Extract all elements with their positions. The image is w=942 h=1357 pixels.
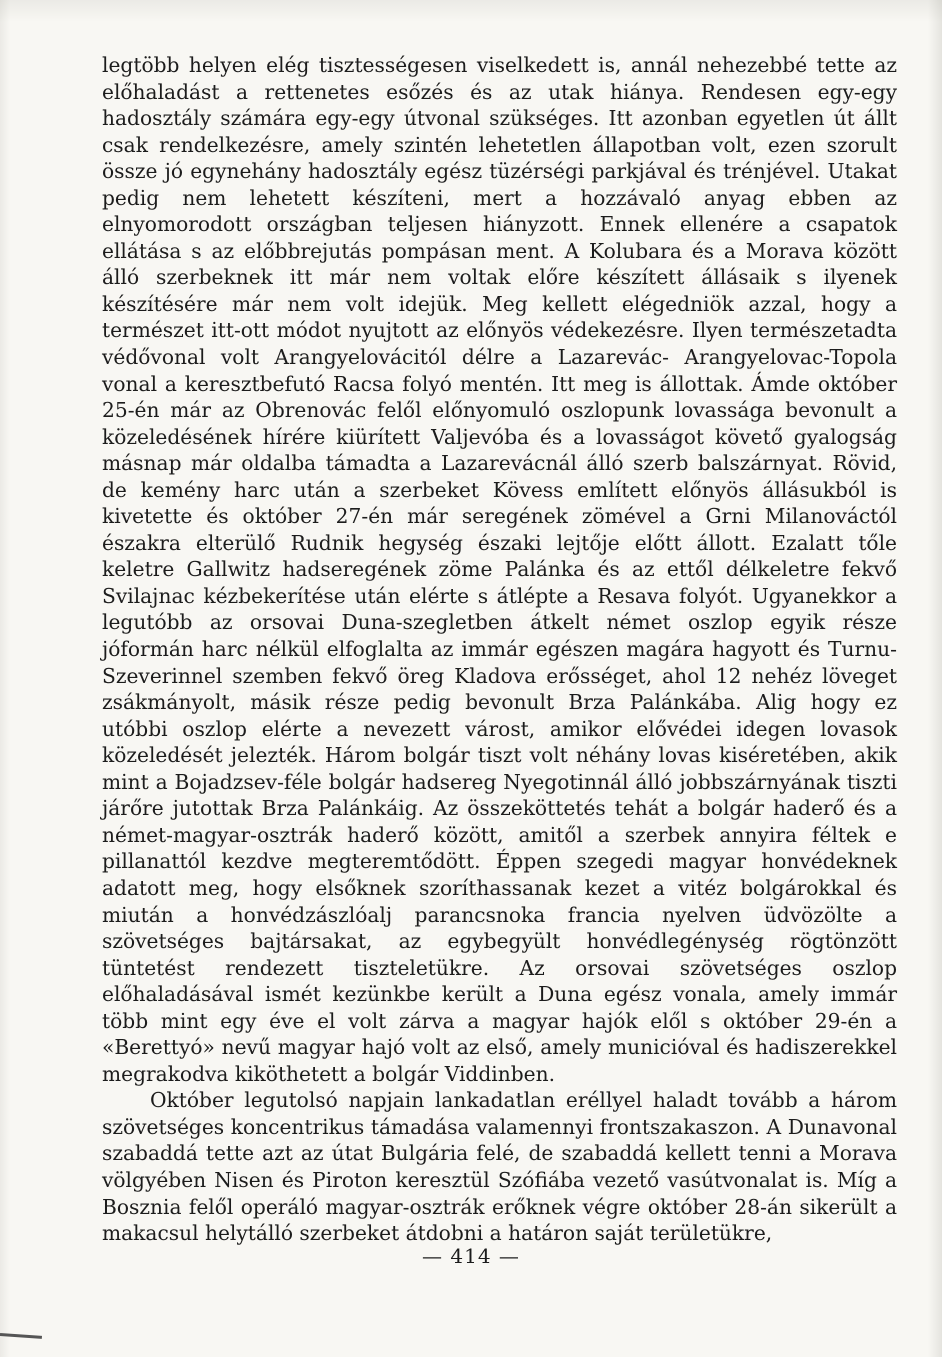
page-top-shadow: [0, 0, 942, 22]
body-text: [102, 52, 897, 1247]
paragraph-continuation: legtöbb helyen elég tisztességesen viselkedett is, annál nehezebbé tette az előhaladást a rettenetes esőzés és az utak hiánya. Rendesen egy-egy hadosztály számára egy-egy útvonal szükséges. Itt azonban egyetlen út állt csak rendelkezésre, amely szintén lehetetlen állapotban volt, ezen szorult össze jó egynehány hadosztály egész tüzérségi parkjával és trénjével. Utakat pedig nem lehetett készíteni, mert a hozzávaló anyag ebben az elnyomorodott országban teljesen hiányzott. Ennek ellenére a csapatok ellátása s az előbbrejutás pompásan ment. A Kolubara és a Morava között álló szerbeknek itt már nem voltak előre készített állásaik s ilyenek készítésére már nem volt idejük. Meg kellett elégedniök azzal, hogy a természet itt-ott módot nyujtott az előnyös védekezésre. Ilyen természetadta védővonal volt Arangyelovácitól délre a Lazarevác- Arangyelovac-Topola vonal a keresztbefutó Racsa folyó mentén. Itt meg is állottak. Ámde október 25-én már az Obrenovác felől előnyomuló oszlopunk lovassága bevonult a közeledésének hírére kiürített Valjevóba és a lovasságot követő gyalogság másnap már oldalba támadta a Lazarevácnál álló szerb balszárnyat. Rövid, de kemény harc után a szerbeket Kövess említett előnyös állásukból is kivetette és október 27-én már seregének zömével a Grni Milanováctól északra elterülő Rudnik hegység északi lejtője előtt állott. Ezalatt tőle keletre Gallwitz hadseregének zöme Palánka és az ettől délkeletre fekvő Svilajnac kézbekerítése után elérte s átlépte a Resava folyót. Ugyanekkor a legutóbb az orsovai Duna-szegletben átkelt német oszlop egyik része jóformán harc nélkül elfoglalta az immár egészen magára hagyott és Turnu-Szeverinnel szemben fekvő öreg Kladova erősséget, ahol 12 nehéz löveget zsákmányolt, másik része pedig bevonult Brza Palánkába. Alig hogy ez utóbbi oszlop elérte a nevezett várost, amikor elővédei idegen lovasok közeledését jelezték. Három bolgár tiszt volt néhány lovas kiséretében, akik mint a Bojadzsev-féle bolgár hadsereg Nyegotinnál álló jobbszárnyának tiszti járőre jutottak Brza Palánkáig. Az összeköttetés tehát a bolgár haderő és a német-magyar-osztrák haderő között, amitől a szerbek annyira féltek e pillanattól kezdve megteremtődött. Éppen szegedi magyar honvédeknek adatott meg, hogy elsőknek szoríthassanak kezet a vitéz bolgárokkal és miután a honvédzászlóalj parancsnoka francia nyelven üdvözölte a szövetséges bajtársakat, az egybegyült honvédlegénység rögtönzött tüntetést rendezett tiszteletükre. Az orsovai szövetséges oszlop előhaladásával ismét kezünkbe került a Duna egész vonala, amely immár több mint egy éve el volt zárva a magyar hajók elől s október 29-én a «Berettyó» nevű magyar hajó volt az első, amely municióval és hadiszerekkel megrakodva kiköthetett a bolgár Viddinben.: [102, 53, 897, 1086]
page-right-edge-shadow: [928, 0, 942, 1357]
paragraph-october: Október legutolsó napjain lankadatlan eréllyel haladt tovább a három szövetséges koncentrikus támadása valamennyi frontszakaszon. A Dunavonal szabaddá tette azt az útat Bulgária felé, de szabaddá kellett tenni a Morava völgyében Nisen és Piroton keresztül Szófiába vezető vasútvonalat is. Míg a Bosznia felől operáló magyar-osztrák erőknek végre október 28-án sikerült a makacsul helytálló szerbeket átdobni a határon saját területükre,: [102, 1088, 897, 1246]
page-left-edge-shadow: [0, 0, 10, 1357]
page-number: — 414 —: [422, 1244, 520, 1268]
